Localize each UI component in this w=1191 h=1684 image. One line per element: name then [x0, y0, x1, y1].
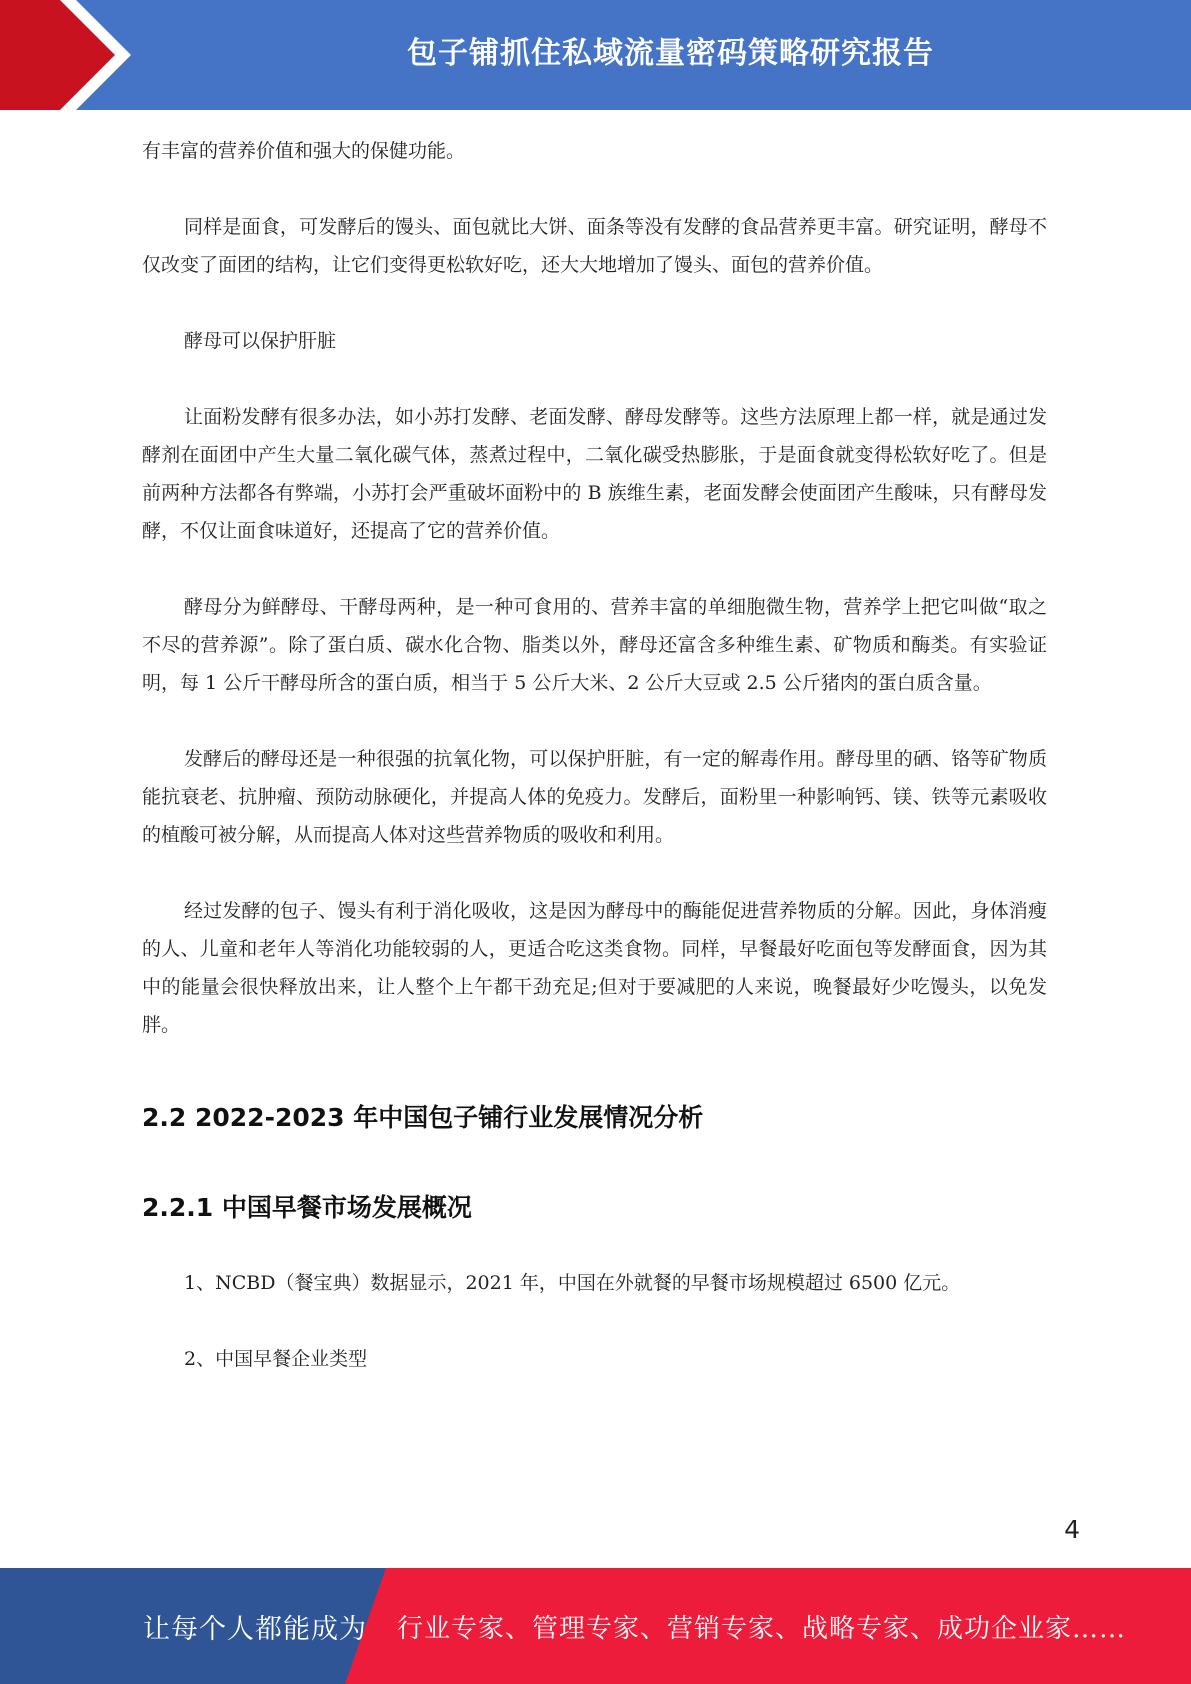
paragraph-subtitle: 酵母可以保护肝脏 — [184, 330, 337, 352]
page-body — [142, 132, 1047, 1416]
page-header — [0, 0, 1191, 110]
paragraph: 让面粉发酵有很多办法，如小苏打发酵、老面发酵、酵母发酵等。这些方法原理上都一样，就是通过发酵剂在面团中产生大量二氧化碳气体，蒸煮过程中，二氧化碳受热膨胀，于是面食就变得松软好吃了。但是前两种方法都各有弊端，小苏打会严重破坏面粉中的 B 族维生素，老面发酵会使面团产生酸味，只有酵母发酵，不仅让面食味道好，还提高了它的营养价值。 — [142, 406, 1047, 542]
page-footer — [0, 1568, 1191, 1684]
paragraph: 经过发酵的包子、馒头有利于消化吸收，这是因为酵母中的酶能促进营养物质的分解。因此，身体消瘦的人、儿童和老年人等消化功能较弱的人，更适合吃这类食物。同样，早餐最好吃面包等发酵面食，因为其中的能量会很快释放出来，让人整个上午都干劲充足;但对于要减肥的人来说，晚餐最好少吃馒头，以免发胖。 — [142, 900, 1047, 1036]
page-number: 4 — [1064, 1515, 1080, 1544]
paragraph: 发酵后的酵母还是一种很强的抗氧化物，可以保护肝脏，有一定的解毒作用。酵母里的硒、铬等矿物质能抗衰老、抗肿瘤、预防动脉硬化，并提高人体的免疫力。发酵后，面粉里一种影响钙、镁、铁等元素吸收的植酸可被分解，从而提高人体对这些营养物质的吸收和利用。 — [142, 748, 1047, 846]
footer-slogan-left: 让每个人都能成为 — [143, 1613, 367, 1645]
paragraph: 同样是面食，可发酵后的馒头、面包就比大饼、面条等没有发酵的食品营养更丰富。研究证明，酵母不仅改变了面团的结构，让它们变得更松软好吃，还大大地增加了馒头、面包的营养价值。 — [142, 216, 1047, 276]
paragraph: 酵母分为鲜酵母、干酵母两种，是一种可食用的、营养丰富的单细胞微生物，营养学上把它叫做“取之不尽的营养源”。除了蛋白质、碳水化合物、脂类以外，酵母还富含多种维生素、矿物质和酶类。有实验证明，每 1 公斤干酵母所含的蛋白质，相当于 5 公斤大米、2 公斤大豆或 2.5 公斤猪肉的蛋白质含量。 — [142, 596, 1047, 694]
list-item: 1、NCBD（餐宝典）数据显示，2021 年，中国在外就餐的早餐市场规模超过 6500 亿元。 — [184, 1272, 961, 1294]
paragraph: 有丰富的营养价值和强大的保健功能。 — [142, 140, 466, 162]
report-title: 包子铺抓住私域流量密码策略研究报告 — [407, 36, 934, 71]
section-heading: 2.2 2022-2023 年中国包子铺行业发展情况分析 — [142, 1103, 704, 1132]
footer-slogan-right: 行业专家、管理专家、营销专家、战略专家、成功企业家…… — [397, 1613, 1127, 1644]
header-arrow-icon — [0, 0, 160, 110]
subsection-heading: 2.2.1 中国早餐市场发展概况 — [142, 1193, 472, 1222]
list-item: 2、中国早餐企业类型 — [184, 1348, 368, 1370]
